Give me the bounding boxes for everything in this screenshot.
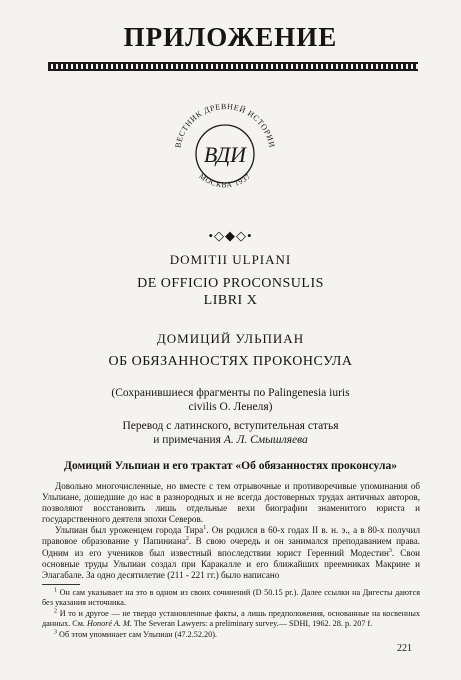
seal-ring-text: ВЕСТНИК ДРЕВНЕЙ ИСТОРИИ (173, 101, 277, 149)
body-paragraph-2-part-b: . Он родился в 60-х годах II в. н. э., а в 80-х получил правовое образование у Папиниана (42, 525, 421, 547)
footnote-3-text: Об этом упоминает сам Ульпиан (47.2.52.20). (59, 629, 217, 639)
credits-line-2 (0, 433, 461, 447)
footnote-1-number: 1 (54, 587, 57, 594)
footnote-3 (42, 630, 420, 640)
russian-title: ОБ ОБЯЗАННОСТЯХ ПРОКОНСУЛА (108, 354, 353, 369)
footnote-2-text-b: The Severan Lawyers: a preliminary survey.— SDHI, 1962. 28. p. 207 f. (131, 619, 373, 629)
footnote-1 (42, 588, 420, 609)
seal-year-text: МОСКВА 1937 (197, 171, 253, 190)
footnote-divider (42, 584, 80, 585)
credits-line-1: Перевод с латинского, вступительная статья (122, 420, 339, 432)
subtitle-line-1: (Сохранившиеся фрагменты по Palingenesia iuris (111, 387, 350, 399)
footnote-2-text-a: И то и другое — не твердо установленные факты, а лишь предположения, основанные на косвенных данных. См. (42, 608, 420, 629)
page-number: 221 (397, 643, 412, 654)
footnote-ref-3: 3 (388, 547, 392, 554)
ornamental-rule (48, 62, 418, 71)
body-paragraph-2-part-c: . В свою очередь и он занимался преподаванием права. Одним из его учеников был известный впоследствии юрист Геренний Модестин (42, 536, 420, 558)
subtitle-line-2: civilis О. Ленеля) (188, 401, 273, 413)
body-paragraph-2-part-a: Ульпиан был уроженцем города Тира (55, 525, 204, 536)
footnote-2-number: 2 (54, 608, 57, 615)
footnote-1-text: Он сам указывает на это в одном из своих сочинений (D 50.15 pr.). Далее ссылки на Дигесты даются без указания источника. (42, 588, 420, 608)
translator-name: А. Л. Смышляева (223, 434, 308, 446)
body-text (42, 481, 420, 581)
fragments-subtitle (0, 386, 461, 414)
latin-title-line-2: LIBRI X (203, 293, 258, 308)
footnote-ref-2: 2 (185, 536, 189, 543)
footnote-ref-1: 1 (203, 525, 207, 532)
footnote-2 (42, 609, 420, 630)
seal-monogram: ВДИ (203, 142, 247, 167)
footnote-2-author: Honoré A. M. (87, 619, 132, 629)
latin-title-line-1: DE OFFICIO PROCONSULIS (137, 276, 324, 291)
latin-title (0, 275, 461, 309)
page-header-title: ПРИЛОЖЕНИЕ (123, 22, 338, 52)
body-paragraph-1: Довольно многочисленные, но вместе с тем отрывочные и противоречивые упоминания об Ульпиане, дошедшие до нас в разнородных и не всегда достоверных трудах античных авторов, позволяют восстановить лишь отдельные вехи биографии знаменитого юриста и государственного деятеля эпохи Северов. (42, 481, 420, 525)
latin-author: DOMITII ULPIANI (169, 252, 292, 267)
footnotes (42, 588, 420, 640)
section-heading: Домиций Ульпиан и его трактат «Об обязанностях проконсула» (64, 460, 397, 472)
fleuron-ornament: •◇◆◇• (208, 228, 253, 243)
footnote-3-number: 3 (54, 628, 57, 635)
credits-prefix: и примечания (153, 434, 224, 446)
body-paragraph-2-part-d: . Свои основные труды Ульпиан создал при Каракалле и его ближайших преемниках Макрине и Элагабале. За одно десятилетие (211 - 221 гг.) было написано (42, 547, 420, 580)
body-paragraph-2 (42, 525, 420, 580)
russian-author: ДОМИЦИЙ УЛЬПИАН (156, 331, 305, 346)
translation-credits (0, 419, 461, 447)
journal-seal-emblem (160, 96, 290, 208)
